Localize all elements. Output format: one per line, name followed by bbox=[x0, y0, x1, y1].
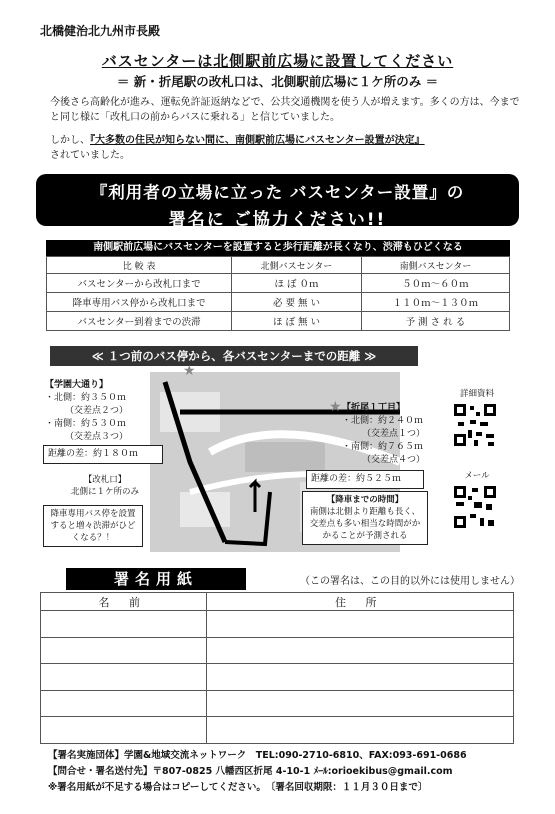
banner-line-1: 『利用者の立場に立った バスセンター設置』の bbox=[90, 183, 465, 202]
qr-mail[interactable] bbox=[452, 484, 498, 534]
table-cell: 必 要 無 い bbox=[232, 293, 362, 312]
headline: バスセンターは北側駅前広場に設置してください bbox=[101, 52, 454, 70]
signature-note: （この署名は、この目的以外には使用しません） bbox=[300, 576, 520, 587]
time-box-body: 南側は北側より距離も長く、交差点も多い相当な時間がかかることが予測される bbox=[309, 507, 421, 541]
qr-detail-icon bbox=[452, 402, 498, 448]
paragraph-2-suffix: されていました。 bbox=[50, 150, 130, 161]
gakuen-south-sub: （交差点３つ） bbox=[65, 432, 129, 442]
footer-note: ※署名用紙が不足する場合はコピーしてください。 〔署名回収期限：１１月３０日まで〕 bbox=[48, 782, 428, 793]
signature-header-address: 住 所 bbox=[206, 593, 513, 611]
orio-north-sub: （交差点１つ） bbox=[362, 429, 426, 439]
qr-mail-label: メール bbox=[464, 471, 490, 481]
address-cell[interactable] bbox=[206, 664, 513, 691]
banner-line-2: 署名に ご協力ください!! bbox=[168, 210, 387, 230]
signature-header-name: 名 前 bbox=[41, 593, 207, 611]
comparison-header: 北側バスセンター bbox=[232, 257, 362, 274]
table-cell: ５０ｍ～６０ｍ bbox=[361, 274, 509, 293]
time-box-title: 【降車までの時間】 bbox=[326, 495, 404, 505]
orio-title: 【折尾１丁目】 bbox=[342, 403, 406, 413]
paragraph-2-emphasis: 『大多数の住民が知らない間に、南側駅前広場にバスセンター設置が決定』 bbox=[90, 135, 425, 146]
diff-right: 距離の差：約５２５ｍ bbox=[311, 474, 402, 484]
name-cell[interactable] bbox=[41, 690, 207, 717]
comparison-header: 比 較 表 bbox=[47, 257, 232, 274]
table-cell: 予 測 さ れ る bbox=[361, 312, 509, 331]
signature-row bbox=[41, 690, 514, 717]
table-cell: 降車専用バス停から改札口まで bbox=[47, 293, 232, 312]
diff-left-box bbox=[43, 445, 163, 464]
qr-detail[interactable] bbox=[452, 402, 498, 452]
diff-right-box bbox=[306, 470, 424, 489]
stop-note-box bbox=[43, 505, 143, 547]
address-cell[interactable] bbox=[206, 611, 513, 638]
addressee: 北橋健治北九州市長殿 bbox=[40, 24, 161, 38]
gakuen-north: ・北側：約３５０ｍ bbox=[45, 393, 127, 403]
star-gakuen-icon: ★ bbox=[183, 363, 196, 379]
paragraph-2 bbox=[50, 133, 520, 163]
gakuen-south: ・南側：約５３０ｍ bbox=[45, 419, 127, 429]
paragraph-2-prefix: しかし、 bbox=[50, 135, 90, 146]
table-cell: ほ ぼ ０ｍ bbox=[232, 274, 362, 293]
name-cell[interactable] bbox=[41, 611, 207, 638]
paragraph-1: 今後さら高齢化が進み、運転免許証返納などで、公共交通機関を使う人が増えます。多くの方は、今までと同じ様に「改札口の前からバスに乗れる」と信じていました。 bbox=[50, 97, 520, 123]
name-cell[interactable] bbox=[41, 637, 207, 664]
diff-left: 距離の差：約１８０ｍ bbox=[48, 449, 139, 459]
signature-row bbox=[41, 637, 514, 664]
orio-south-sub: （交差点４つ） bbox=[362, 455, 426, 465]
address-cell[interactable] bbox=[206, 717, 513, 744]
gate-title: 【改札口】 bbox=[83, 475, 127, 485]
table-row bbox=[47, 293, 510, 312]
address-cell[interactable] bbox=[206, 637, 513, 664]
table-cell: ほ ぼ 無 い bbox=[232, 312, 362, 331]
comparison-header: 南側バスセンター bbox=[361, 257, 509, 274]
name-cell[interactable] bbox=[41, 717, 207, 744]
footer-contact: 【問合せ・署名送付先】〒807-0825 八幡西区折尾 4-10-1 ﾒｰﾙ:orioekibus@gmail.com bbox=[48, 766, 453, 777]
qr-mail-icon bbox=[452, 484, 498, 530]
time-box bbox=[302, 491, 428, 545]
star-orio-icon: ★ bbox=[329, 399, 342, 415]
signature-row bbox=[41, 664, 514, 691]
gate-label bbox=[60, 474, 150, 498]
orio-callout bbox=[338, 400, 443, 469]
name-cell[interactable] bbox=[41, 664, 207, 691]
stop-note: 降車専用バス停を設置すると増々渋滞がひどくなる？！ bbox=[50, 509, 136, 543]
table-cell: １１０ｍ～１３０ｍ bbox=[361, 293, 509, 312]
footer-organizer: 【署名実施団体】学園&地域交流ネットワーク TEL:090-2710-6810、FAX:093-691-0686 bbox=[48, 750, 467, 761]
map-section-title: ≪ １つ前のバス停から、各バスセンターまでの距離 ≫ bbox=[50, 346, 418, 366]
gakuen-title: 【学園大通り】 bbox=[45, 380, 109, 390]
comparison-title: 南側駅前広場にバスセンターを設置すると歩行距離が長くなり、渋滞もひどくなる bbox=[46, 240, 510, 256]
signature-title: 署名用紙 bbox=[66, 568, 246, 590]
qr-detail-label: 詳細資料 bbox=[459, 389, 494, 399]
gakuen-north-sub: （交差点２つ） bbox=[65, 406, 129, 416]
petition-banner bbox=[36, 174, 519, 230]
comparison-table bbox=[46, 256, 510, 331]
table-cell: バスセンターから改札口まで bbox=[47, 274, 232, 293]
gakuen-callout bbox=[40, 376, 150, 441]
gate-sub: 北側に１ケ所のみ bbox=[70, 487, 139, 497]
subhead: ＝ 新・折尾駅の改札口は、北側駅前広場に１ケ所のみ ＝ bbox=[116, 74, 439, 89]
orio-south: ・南側：約７６５ｍ bbox=[342, 442, 424, 452]
table-cell: バスセンター到着までの渋滞 bbox=[47, 312, 232, 331]
signature-table bbox=[40, 592, 514, 744]
comparison-header-row bbox=[47, 257, 510, 274]
orio-north: ・北側：約２４０ｍ bbox=[342, 416, 424, 426]
signature-row bbox=[41, 611, 514, 638]
signature-row bbox=[41, 717, 514, 744]
table-row bbox=[47, 274, 510, 293]
table-row bbox=[47, 312, 510, 331]
signature-header-row bbox=[41, 593, 514, 611]
address-cell[interactable] bbox=[206, 690, 513, 717]
